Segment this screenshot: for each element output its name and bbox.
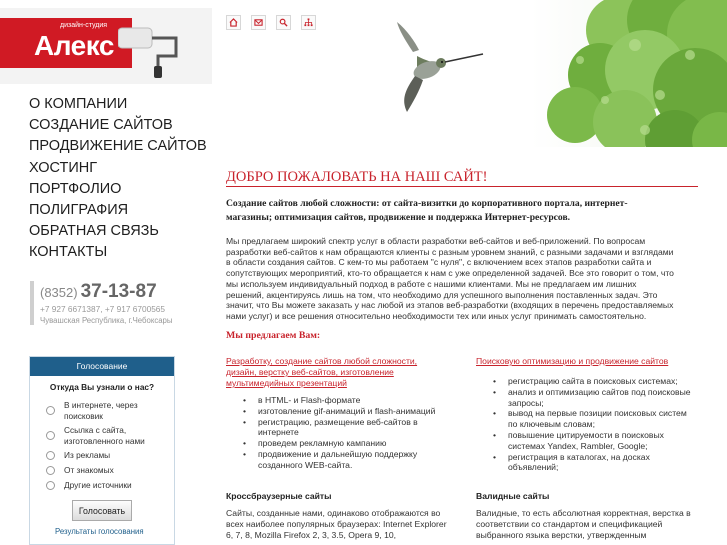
top-icons (226, 15, 316, 30)
logo-subtitle: дизайн-студия (60, 22, 108, 29)
phone-code: (8352) (40, 285, 78, 300)
poll-question: Откуда Вы узнали о нас? (49, 382, 155, 392)
list-item: • изготовление gif-анимаций и flash-анимаций (226, 406, 441, 417)
nav-item-promotion[interactable]: ПРОДВИЖЕНИЕ САЙТОВ (29, 138, 207, 155)
phone-number (40, 281, 157, 303)
crossbrowser-heading: Кроссбраузерные сайты (226, 491, 332, 501)
mail-icon[interactable] (251, 15, 266, 30)
radio-button[interactable] (46, 466, 55, 475)
sitemap-icon[interactable] (301, 15, 316, 30)
poll-option-other[interactable] (46, 480, 132, 491)
service-list (476, 376, 696, 473)
list-item: • регистрацию, размещение веб-сайтов в интернете (226, 417, 441, 439)
paint-roller-icon (118, 26, 196, 78)
list-item: • регистрацию сайта в поисковых системах; (476, 376, 696, 387)
valid-text: Валидные, то есть абсолютная корректная, верстка в соответствии со стандартом и спецификацией выбранного языка верстки, утвержденным (476, 508, 691, 540)
poll-option-label: От знакомых (64, 465, 114, 475)
poll-option-friends[interactable] (46, 465, 114, 476)
poll-option-ads[interactable] (46, 450, 110, 461)
nav-item-about[interactable]: О КОМПАНИИ (29, 96, 128, 112)
poll-option-label: Из рекламы (64, 450, 111, 460)
mobile-phones: +7 927 6671387, +7 917 6700565 (40, 304, 166, 314)
radio-button[interactable] (46, 451, 55, 460)
vote-button[interactable]: Голосовать (72, 500, 132, 521)
list-item: • продвижение и дальнейшую поддержку созданного WEB-сайта. (226, 449, 441, 471)
crossbrowser-text: Сайты, созданные нами, одинаково отображаются во всех наиболее популярных браузерах: Internet Explorer 6, 7, 8, Mozilla Firefox 2, 3, 3.5, Opera 9, 10, (226, 508, 447, 540)
hummingbird-plant-illustration (335, 0, 727, 147)
logo[interactable] (0, 8, 212, 84)
hero-image (335, 0, 727, 147)
nav-item-portfolio[interactable]: ПОРТФОЛИО (29, 180, 122, 197)
page-title: ДОБРО ПОЖАЛОВАТЬ НА НАШ САЙТ! (226, 169, 488, 185)
valid-heading: Валидные сайты (476, 491, 550, 501)
nav-item-web-development[interactable]: СОЗДАНИЕ САЙТОВ (29, 117, 173, 134)
poll-widget (29, 356, 175, 545)
poll-option-label: Другие источники (64, 480, 132, 490)
list-item: • в HTML- и Flash-формате (226, 395, 441, 406)
services-development (226, 356, 441, 471)
intro-text: Мы предлагаем широкий спектр услуг в области разработки веб-сайтов и веб-приложений. По вопросам разработки веб-сайтов к нам обращаются клиенты с разным уровнем знаний, с разными задачами и взглядами в области создания сайтов. С кем-то мы работаем "с нуля", с включением всех этапов разработки сайта и сопутствующих мероприятий, кто-то обращается к нам с уже определенной задачей. Все это говорит о том, что мы используем индивидуальный подход в работе с нашими клиентами. Мы не предлагаем им лишних решений, акцентируясь лишь на том, что необходимо для успешного выполнения поставленных задач. Это значит, что Вы можете заказать у нас любой из этапов веб-разработки (входящих в перечень предоставляемых нами услуг) и все решения относительно необходимости тех или иных услуг принимать самостоятельно. (226, 236, 674, 321)
nav-item-printing[interactable]: ПОЛИГРАФИЯ (29, 202, 129, 219)
list-item: • повышение цитируемости в поисковых системах Yandex, Rambler, Google; (476, 430, 696, 452)
title-underline (226, 186, 698, 187)
nav-item-contacts[interactable]: КОНТАКТЫ (29, 244, 108, 261)
main-nav (29, 94, 207, 264)
service-link-development[interactable]: Разработку, создание сайтов любой сложности, дизайн, верстку веб-сайтов, изготовление мультимедийных презентаций (226, 356, 418, 388)
search-icon[interactable] (276, 15, 291, 30)
service-list (226, 395, 441, 471)
radio-button[interactable] (46, 406, 55, 415)
poll-option-label: Ссылка с сайта, изготовленного нами (64, 425, 145, 446)
home-icon[interactable] (226, 15, 241, 30)
nav-item-hosting[interactable]: ХОСТИНГ (29, 159, 98, 176)
intro-lead: Создание сайтов любой сложности: от сайта-визитки до корпоративного портала, интернет-магазины; оптимизация сайтов, продвижение и поддержка Интернет-ресурсов. (226, 198, 628, 223)
radio-button[interactable] (46, 431, 55, 440)
service-link-seo[interactable]: Поисковую оптимизацию и продвижение сайтов (476, 356, 669, 366)
offer-heading: Мы предлагаем Вам: (226, 330, 321, 341)
logo-name: Алекс (34, 30, 114, 61)
address: Чувашская Республика, г.Чебоксары (40, 316, 173, 325)
phone-main: 37-13-87 (80, 281, 157, 302)
poll-results-link[interactable]: Результаты голосования (55, 527, 144, 536)
radio-button[interactable] (46, 481, 55, 490)
list-item: • проведем рекламную кампанию (226, 438, 441, 449)
poll-header: Голосование (30, 357, 174, 376)
nav-item-feedback[interactable]: ОБРАТНАЯ СВЯЗЬ (29, 223, 159, 240)
list-item: • регистрация в каталогах, на досках объявлений; (476, 452, 696, 474)
poll-option-search[interactable] (46, 400, 138, 421)
list-item: • вывод на первые позиции поисковых систем по ключевым словам; (476, 408, 696, 430)
poll-option-link[interactable] (46, 425, 145, 446)
poll-option-label: В интернете, через поисковик (64, 400, 138, 421)
contact-divider (30, 281, 34, 325)
list-item: • анализ и оптимизацию сайтов под поисковые запросы; (476, 387, 696, 409)
services-seo (476, 356, 696, 473)
